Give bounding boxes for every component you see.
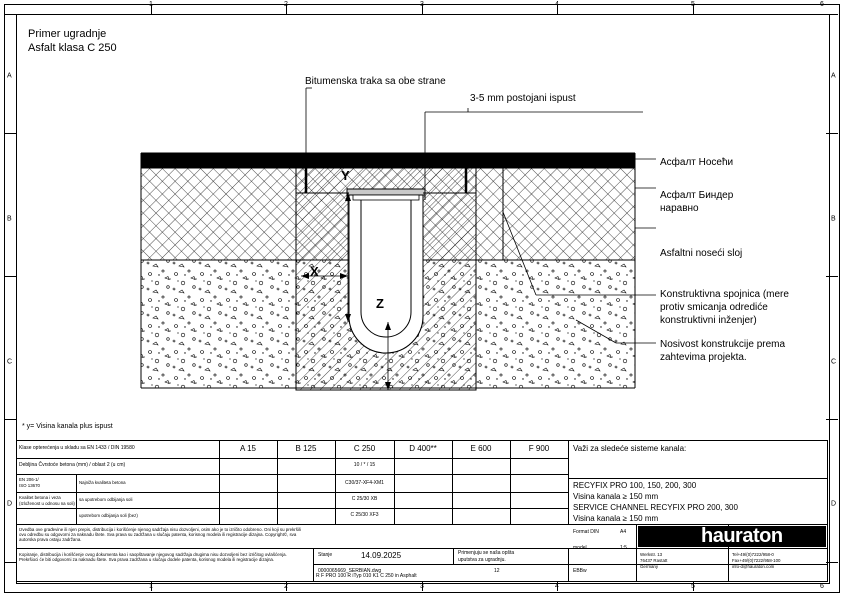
author: EBBw xyxy=(573,568,587,574)
rule xyxy=(16,474,568,475)
load-class-label: Klase opterećenja u skladu sa EN 1433 / DIN 19580 xyxy=(19,445,135,451)
exposure-label-b: (Izloženost u odnosu na soli) xyxy=(19,501,75,506)
class-a15: A 15 xyxy=(239,444,256,453)
callout-asphalt-wearing: Асфалт Носећи xyxy=(660,157,734,168)
class-f900: F 900 xyxy=(528,444,550,453)
tick-divider xyxy=(693,582,694,591)
rule xyxy=(568,440,569,524)
page-title-line2: Asfalt klasa C 250 xyxy=(28,42,117,54)
tick-divider xyxy=(151,4,152,14)
scale-value: 1:5 xyxy=(620,545,627,551)
tick-divider xyxy=(557,582,558,591)
with-salt-label: sa upotrebom odbijanja soli xyxy=(79,497,133,502)
rule xyxy=(16,548,828,549)
status-label: Stanje xyxy=(318,552,333,558)
concrete-quality-c250: C30/37-XF4-XM1 xyxy=(345,480,384,486)
address-street: Werkstr. 13 xyxy=(640,552,663,557)
tick-divider xyxy=(4,14,16,15)
install-note-2: uputstva za ugradnju. xyxy=(458,557,506,563)
rule xyxy=(453,548,454,564)
contact-fax: Fax+49/(0)7222/958-100 xyxy=(732,558,781,563)
class-c250: C 250 xyxy=(353,444,376,453)
address-city: 76437 Rastatt xyxy=(640,558,668,563)
scale-label: model xyxy=(573,545,587,551)
tick-divider xyxy=(826,14,838,15)
tick-divider xyxy=(557,4,558,14)
system-line-3: SERVICE CHANNEL RECYFIX PRO 200, 300 xyxy=(573,503,738,512)
with-salt-value: C 25/30 XB xyxy=(351,496,378,502)
rule xyxy=(313,548,314,582)
tick-divider xyxy=(286,582,287,591)
rule xyxy=(16,508,568,509)
standard-label-b: ISO 13670 xyxy=(19,483,40,488)
rule xyxy=(76,474,77,524)
address-country: Germany xyxy=(640,564,659,569)
callout-asphalt-binder-2: наравно xyxy=(660,203,699,214)
page-title-line1: Primer ugradnje xyxy=(28,28,107,40)
class-d400: D 400** xyxy=(409,444,437,453)
tick-divider xyxy=(422,4,423,14)
brand-name: hauraton xyxy=(701,525,783,547)
thickness-value-c250: 10 / * / 15 xyxy=(353,462,376,468)
brand-logo-bar xyxy=(638,526,826,547)
tick-divider xyxy=(4,419,16,420)
callout-ispust: 3-5 mm postojani ispust xyxy=(470,93,576,104)
callout-asphalt-binder-1: Асфалт Биндер xyxy=(660,190,734,201)
class-b125: B 125 xyxy=(295,444,317,453)
without-salt-label: upotrebom odbijanja soli (bez) xyxy=(79,513,138,518)
tick-divider xyxy=(4,133,16,134)
systems-header: Važi za sledeće sisteme kanala: xyxy=(573,444,687,453)
file-name: 0000065669_SERBIAN.dwg xyxy=(318,568,382,574)
rule xyxy=(16,492,568,493)
callout-asphalt-base: Asfaltni noseći sloj xyxy=(660,248,743,259)
install-note-1: Primenjuju se naša opšta xyxy=(458,550,515,556)
tick-divider xyxy=(4,562,16,563)
page-number: 12 xyxy=(494,568,500,574)
format-value: A4 xyxy=(620,529,627,535)
callout-bitumen-tape: Bitumenska traka sa obe strane xyxy=(305,76,446,87)
tick-divider xyxy=(693,4,694,14)
thickness-label: Debljina Čvrstoće betona (mm) / oblast 2 (u cm) xyxy=(19,462,126,468)
dimension-label-y: Y xyxy=(341,168,350,183)
system-line-2: Visina kanala ≥ 150 mm xyxy=(573,492,659,501)
dimension-label-x: X xyxy=(310,264,319,279)
title-block xyxy=(16,440,828,582)
cross-section-drawing xyxy=(16,60,828,420)
callout-bearing-2: zahtevima projekta. xyxy=(660,352,747,363)
without-salt-value: C 25/30 XF3 xyxy=(350,512,379,518)
tick-divider xyxy=(151,582,152,591)
exposure-label-a: Kvalitet betona i veza xyxy=(19,495,61,500)
tick-divider xyxy=(422,582,423,591)
legal-text-2: Kopiranje, distribucija i korišćenje ovog dokumenta kao i saopštavanje njegovog sadržaja drugima nisu dozvoljeni bez izričitog ovlašćenja. Prekršioci će biti odgovorni za naknadu štete. Sva prava zadržana u slučaju dodele patenta, korisnog modela ili registracije dizajna. xyxy=(19,552,287,563)
rule xyxy=(636,524,637,582)
concrete-quality-label: Najniža kvaliteta betona xyxy=(79,480,126,485)
rule xyxy=(16,458,568,459)
contact-email: info-d@hauraton.com xyxy=(732,564,775,569)
callout-joint-2: protiv smicanja odrediće xyxy=(660,302,768,313)
column-ticks-top: 6 xyxy=(820,1,824,8)
callout-joint-3: konstruktivni inženjer) xyxy=(660,315,757,326)
format-label: Format DIN xyxy=(573,529,599,535)
class-e600: E 600 xyxy=(470,444,492,453)
column-ticks-bottom: 6 xyxy=(820,583,824,590)
dimension-label-z: Z xyxy=(376,296,384,311)
standard-label-a: EN 206-1/ xyxy=(19,477,39,482)
callout-joint-1: Konstruktivna spojnica (mere xyxy=(660,289,789,300)
system-line-4: Visina kanala ≥ 150 mm xyxy=(573,514,659,523)
tick-divider xyxy=(286,4,287,14)
callout-bearing-1: Nosivost konstrukcije prema xyxy=(660,339,786,350)
rule xyxy=(568,548,569,582)
contact-tel: Tel+49/(0)7222/958-0 xyxy=(732,552,774,557)
status-date: 14.09.2025 xyxy=(361,551,402,560)
legal-text-1: Izvedba ove građevine ili njen prepis, distribucija i korišćenje njenog sadržaja nisu dozvoljeni, osim ako je to izričito odobreno. Oni koji su prekršili ovu odredbu su odgovorni za naknadu štete. Sva prava su zadržana u slučaju patenta, korisnog modela ili registracije dizajna. Copyright©, sva autorska prava ostaju zadržana. xyxy=(19,527,301,543)
row-ticks-right: A B C D xyxy=(831,72,837,508)
tick-divider xyxy=(4,276,16,277)
row-ticks-left: A B C D xyxy=(7,72,13,508)
drawing-title: R F PRO 100 R iTyp 010 K1 C 250 in Asphalt xyxy=(316,573,417,579)
system-line-1: RECYFIX PRO 100, 150, 200, 300 xyxy=(573,481,697,490)
footnote: * y= Visina kanala plus ispust xyxy=(22,423,113,430)
rule xyxy=(568,478,828,479)
